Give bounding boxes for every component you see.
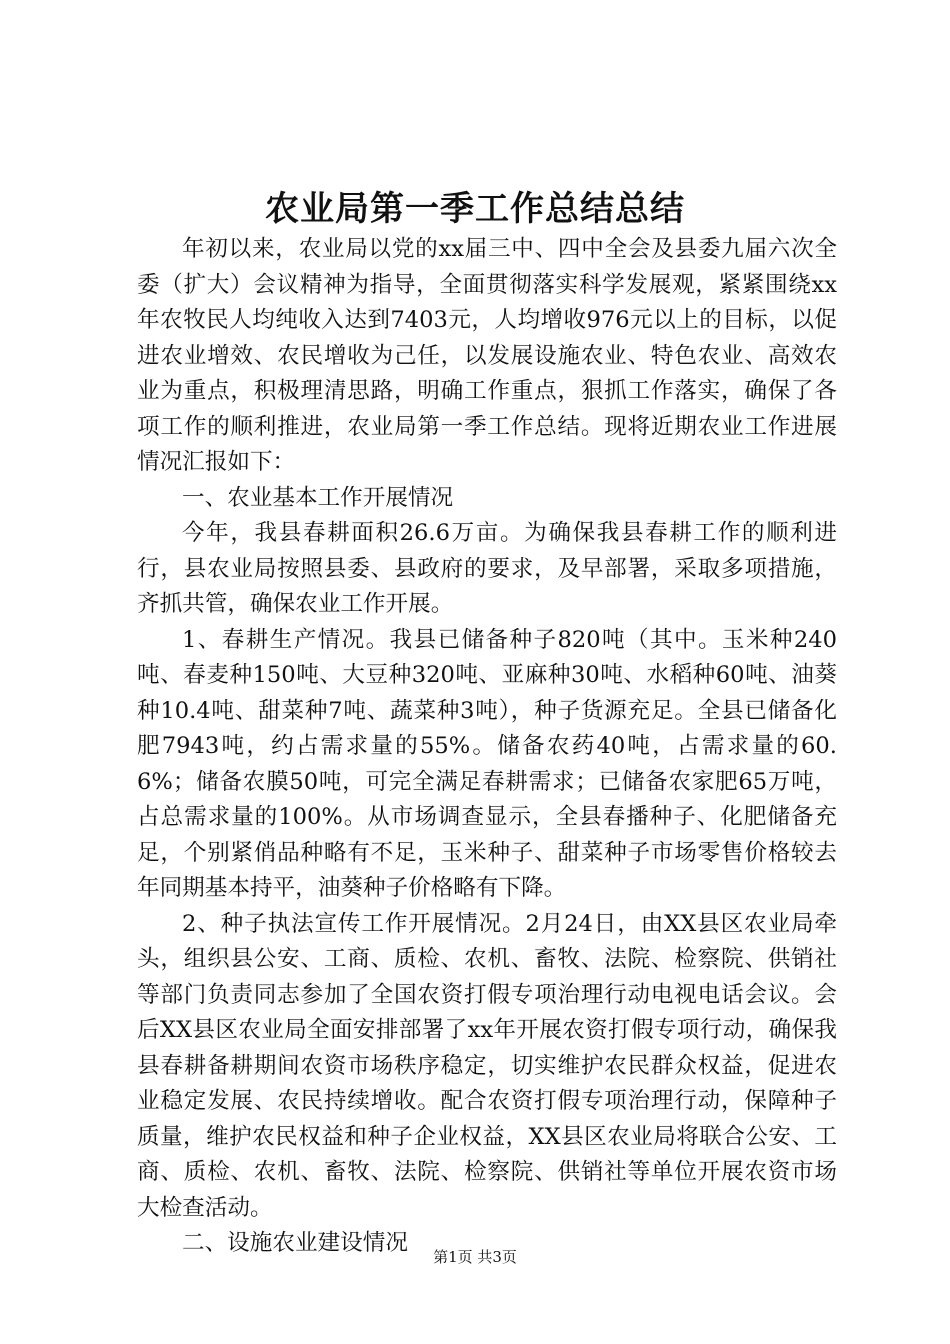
- document-title: 农业局第一季工作总结总结: [265, 189, 685, 229]
- paragraph-intro: 年初以来，农业局以党的xx届三中、四中全会及县委九届六次全委（扩大）会议精神为指导，全面贯彻落实科学发展观，紧紧围绕xx年农牧民人均纯收入达到7403元，人均增收976元以上的目标，以促进农业增效、农民增收为己任，以发展设施农业、特色农业、高效农业为重点，积极理清思路，明确工作重点，狠抓工作落实，确保了各项工作的顺利推进，农业局第一季工作总结。现将近期农业工作进展情况汇报如下：: [137, 236, 837, 475]
- section-heading-1: 一、农业基本工作开展情况: [182, 484, 454, 511]
- page-footer: 第1页 共3页: [433, 1248, 517, 1266]
- paragraph-production: 1、春耕生产情况。我县已储备种子820吨（其中。玉米种240吨、春麦种150吨、大豆种320吨、亚麻种30吨、水稻种60吨、油葵种10.4吨、甜菜种7吨、蔬菜种3吨），种子货源充足。全县已储备化肥7943吨，约占需求量的55%。储备农药40吨，占需求量的60.6%；储备农膜50吨，可完全满足春耕需求；已储备农家肥65万吨，占总需求量的100%。从市场调查显示，全县春播种子、化肥储备充足，个别紧俏品种略有不足，玉米种子、甜菜种子市场零售价格较去年同期基本持平，油葵种子价格略有下降。: [137, 626, 837, 901]
- paragraph-seed-law: 2、种子执法宣传工作开展情况。2月24日，由XX县区农业局牵头，组织县公安、工商、质检、农机、畜牧、法院、检察院、供销社等部门负责同志参加了全国农资打假专项治理行动电视电话会议。会后XX县区农业局全面安排部署了xx年开展农资打假专项行动，确保我县春耕备耕期间农资市场秩序稳定，切实维护农民群众权益，促进农业稳定发展、农民持续增收。配合农资打假专项治理行动，保障种子质量，维护农民权益和种子企业权益，XX县区农业局将联合公安、工商、质检、农机、畜牧、法院、检察院、供销社等单位开展农资市场大检查活动。: [137, 910, 837, 1221]
- paragraph-spring-planting: 今年，我县春耕面积26.6万亩。为确保我县春耕工作的顺利进行，县农业局按照县委、县政府的要求，及早部署，采取多项措施，齐抓共管，确保农业工作开展。: [137, 520, 837, 617]
- section-heading-2: 二、设施农业建设情况: [182, 1230, 408, 1256]
- document-body: [137, 232, 837, 1262]
